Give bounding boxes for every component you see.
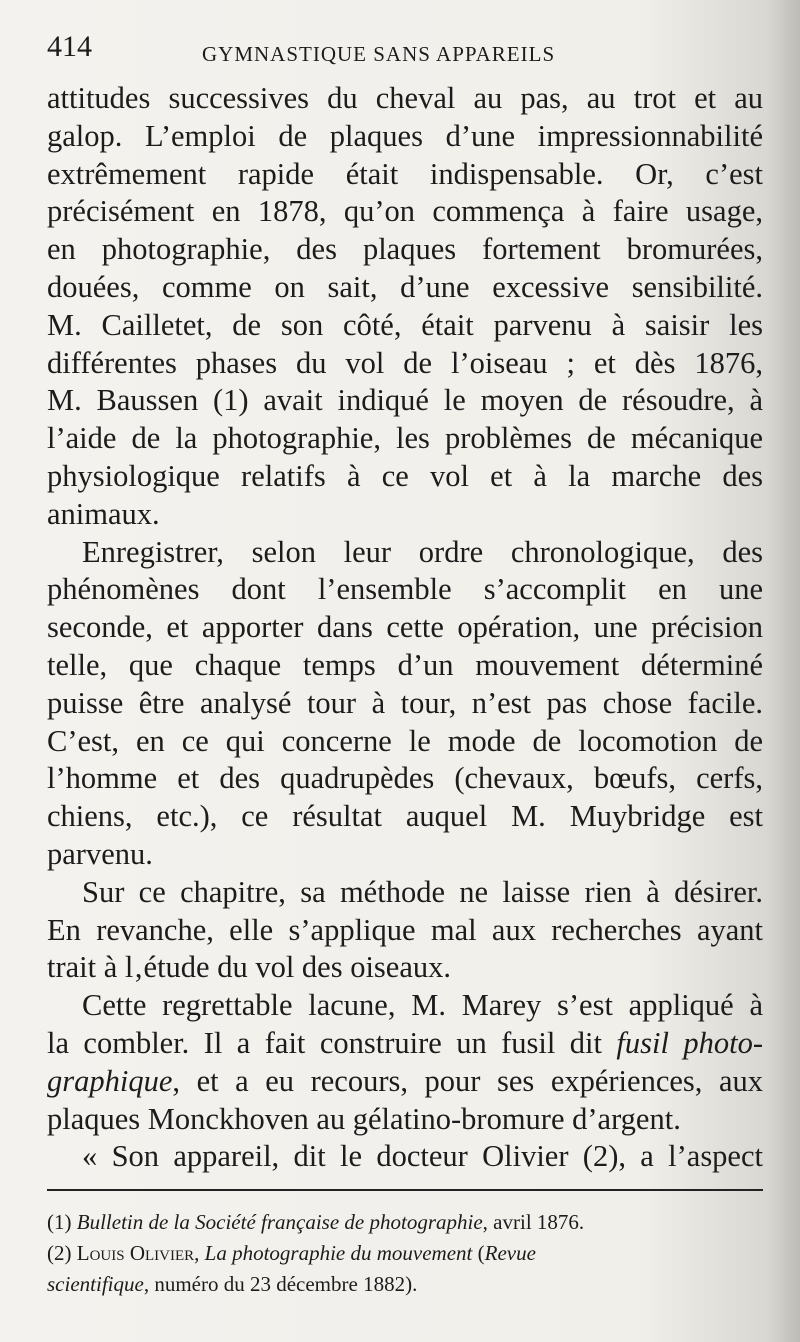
paragraph xyxy=(47,1138,763,1176)
footnote-2-continued xyxy=(47,1269,763,1300)
text-line: telle, que chaque temps d’un mouvement déterminé xyxy=(47,647,763,682)
text-line: seconde, et apporter dans cette opération, une précision xyxy=(47,610,763,645)
text-line: trait à l‚étude du vol des oiseaux. xyxy=(47,950,452,985)
text-line: galop. L’emploi de plaques d’une impressionnabilité xyxy=(47,118,763,153)
footnotes xyxy=(47,1207,763,1300)
text-line: extrêmement rapide était indispensable. Or, c’est xyxy=(47,156,763,191)
footnote-title: Bulletin de la Société française de photographie xyxy=(76,1210,483,1234)
footnote-journal: Revue xyxy=(484,1241,536,1265)
paragraph xyxy=(47,987,763,1138)
text-line: puisse être analysé tour à tour, n’est pas chose facile. xyxy=(47,685,763,720)
text-line: différentes phases du vol de l’oiseau ; et dès 1876, xyxy=(47,345,763,380)
text-line: M. Cailletet, de son côté, était parvenu à saisir les xyxy=(47,307,763,342)
footnote-rule xyxy=(47,1189,763,1191)
text-line: Cette regrettable lacune, M. Marey s’est appliqué à xyxy=(82,988,763,1023)
text-line: plaques Monckhoven au gélatino-bromure d’argent. xyxy=(47,1101,681,1136)
text-line: En revanche, elle s’applique mal aux recherches ayant xyxy=(47,912,763,947)
text-line: Sur ce chapitre, sa méthode ne laisse rien à désirer. xyxy=(82,874,763,909)
italic-term: fusil photo- xyxy=(616,1025,764,1060)
footnote-title: La photographie du mouvement xyxy=(204,1241,473,1265)
footnote-text: , numéro du 23 décembre 1882). xyxy=(143,1272,418,1296)
text-line: chiens, etc.), ce résultat auquel M. Muybridge est xyxy=(47,799,763,834)
footnote-marker: (2) xyxy=(47,1241,72,1265)
text-run: , et a eu recours, pour ses expériences, aux xyxy=(172,1063,763,1098)
text-line: précisément en 1878, qu’on commença à faire usage, xyxy=(47,194,763,229)
text-line: en photographie, des plaques fortement bromurées, xyxy=(47,232,763,267)
text-run: la combler. Il a fait construire un fusil dit xyxy=(47,1025,617,1060)
text-line: « Son appareil, dit le docteur Olivier (2), a l’aspect xyxy=(82,1139,763,1174)
page-number: 414 xyxy=(47,30,92,63)
running-head: GYMNASTIQUE SANS APPAREILS xyxy=(202,42,556,66)
footnote-2 xyxy=(47,1238,763,1269)
text-line: physiologique relatifs à ce vol et à la marche des xyxy=(47,458,763,493)
footnote-author: Louis Olivier, xyxy=(76,1241,200,1265)
text-line: animaux. xyxy=(47,496,160,531)
paragraph xyxy=(47,80,763,534)
footnote-journal: scientifique xyxy=(47,1272,144,1296)
footnote-text: , avril 1876. xyxy=(482,1210,585,1234)
text-line xyxy=(47,1063,763,1101)
text-line: phénomènes dont l’ensemble s’accomplit en une xyxy=(47,572,763,607)
footnote-paren: ( xyxy=(477,1241,485,1265)
text-line: l’aide de la photographie, les problèmes de mécanique xyxy=(47,421,763,456)
text-line: douées, comme on sait, d’une excessive sensibilité. xyxy=(47,269,763,304)
footnote-1 xyxy=(47,1207,763,1238)
paragraph xyxy=(47,534,763,874)
text-line: l’homme et des quadrupèdes (chevaux, bœufs, cerfs, xyxy=(47,761,763,796)
footnote-marker: (1) xyxy=(47,1210,72,1234)
text-line xyxy=(47,1025,763,1063)
text-line: Enregistrer, selon leur ordre chronologique, des xyxy=(82,534,763,569)
body-text xyxy=(47,80,763,1176)
italic-term: graphique xyxy=(47,1063,173,1098)
text-line: C’est, en ce qui concerne le mode de locomotion de xyxy=(47,723,763,758)
text-line: parvenu. xyxy=(47,836,153,871)
text-line: M. Baussen (1) avait indiqué le moyen de résoudre, à xyxy=(47,383,763,418)
text-line: attitudes successives du cheval au pas, au trot et au xyxy=(47,81,763,115)
page-header xyxy=(47,30,767,70)
paragraph xyxy=(47,874,763,987)
